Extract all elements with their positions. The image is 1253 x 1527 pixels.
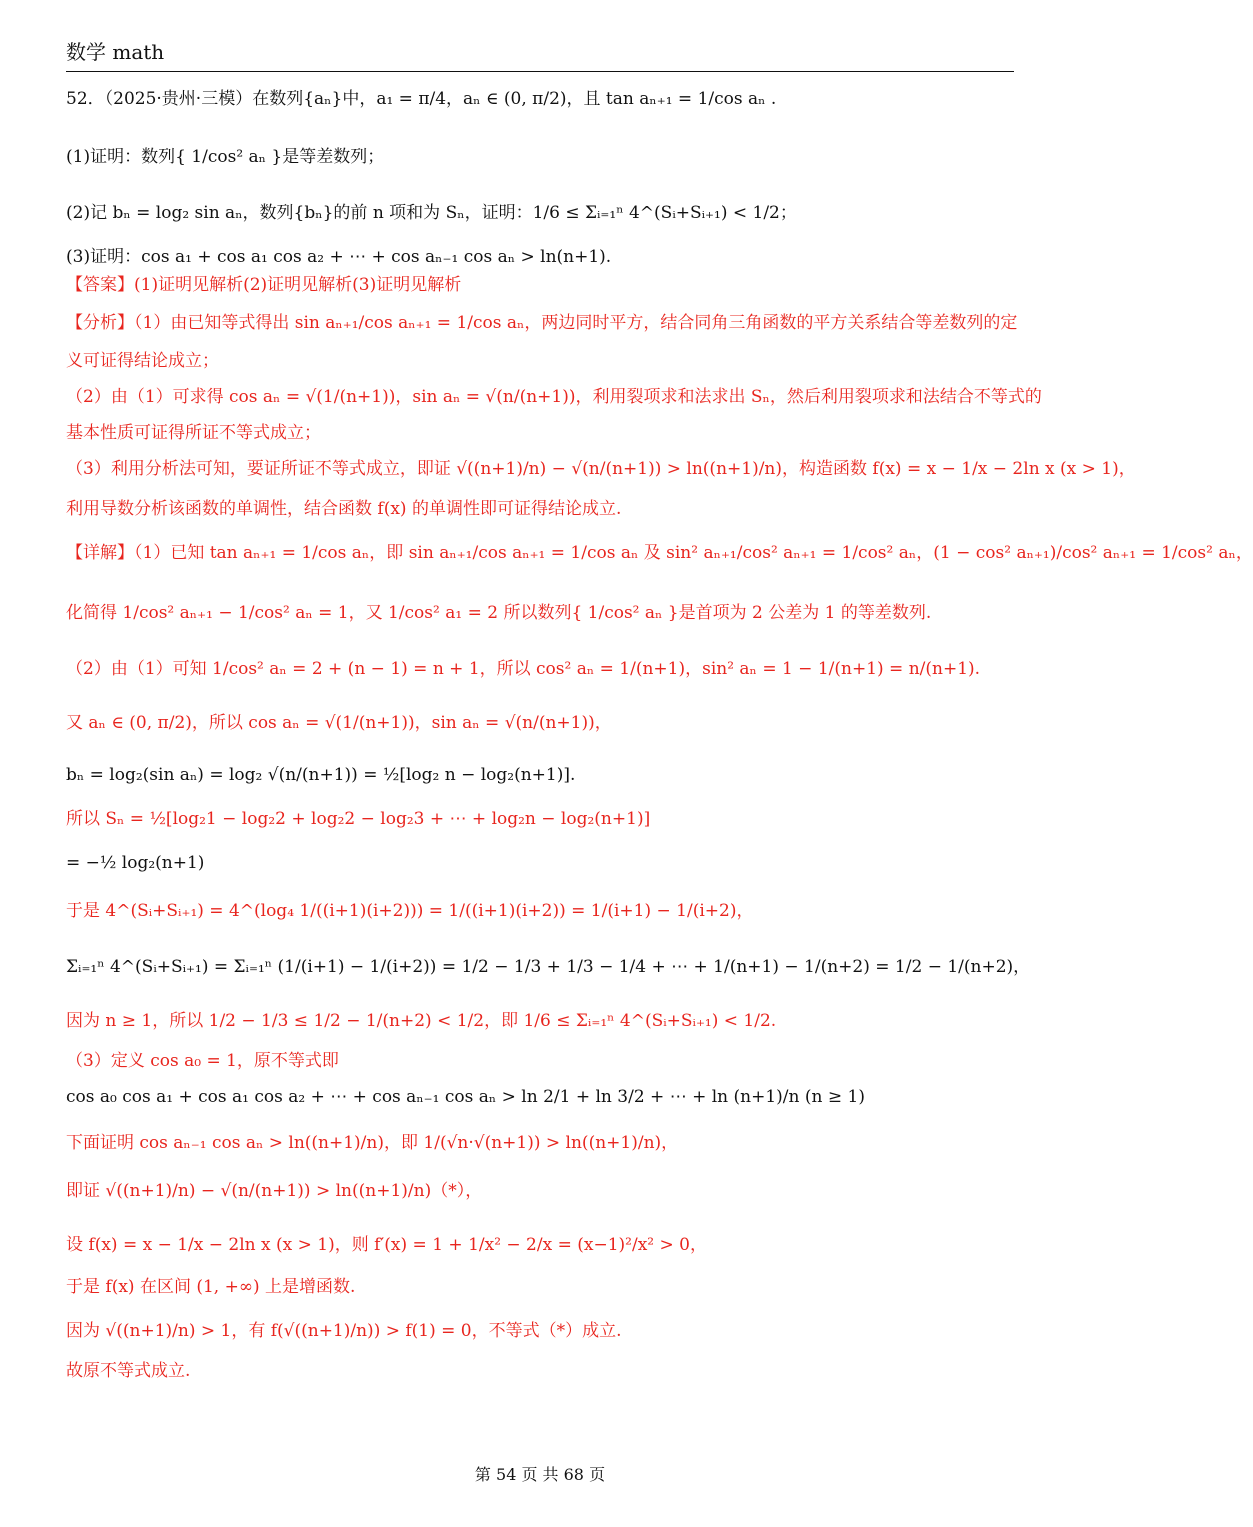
text-line: 因为 n ≥ 1，所以 1/2 − 1/3 ≤ 1/2 − 1/(n+2) < 1/2，即 1/6 ≤ Σᵢ₌₁ⁿ 4^(Sᵢ+Sᵢ₊₁) < 1/2. [66,1011,777,1031]
text-line: (2)记 bₙ = log₂ sin aₙ，数列{bₙ}的前 n 项和为 Sₙ，证明：1/6 ≤ Σᵢ₌₁ⁿ 4^(Sᵢ+Sᵢ₊₁) < 1/2； [66,203,797,223]
page-header [66,40,1014,72]
text-line: 化简得 1/cos² aₙ₊₁ − 1/cos² aₙ = 1，又 1/cos² a₁ = 2 所以数列{ 1/cos² aₙ }是首项为 2 公差为 1 的等差数列. [66,603,932,623]
text-line: 【答案】(1)证明见解析(2)证明见解析(3)证明见解析 [66,275,462,295]
text-line: cos a₀ cos a₁ + cos a₁ cos a₂ + ⋯ + cos aₙ₋₁ cos aₙ > ln 2/1 + ln 3/2 + ⋯ + ln (n+1)/n (n ≥ 1) [66,1087,865,1107]
text-line: 故原不等式成立. [66,1361,191,1381]
text-line: 【分析】（1）由已知等式得出 sin aₙ₊₁/cos aₙ₊₁ = 1/cos aₙ，两边同时平方，结合同角三角函数的平方关系结合等差数列的定 [66,313,1018,333]
header-title: 数学 math [66,40,165,64]
text-line: 于是 f(x) 在区间 (1, +∞) 上是增函数. [66,1277,356,1297]
text-line: 利用导数分析该函数的单调性，结合函数 f(x) 的单调性即可证得结论成立. [66,499,622,519]
text-line: （3）利用分析法可知，要证所证不等式成立，即证 √((n+1)/n) − √(n/(n+1)) > ln((n+1)/n)，构造函数 f(x) = x − 1/x − 2ln x (x > 1)， [66,459,1136,479]
text-line: 于是 4^(Sᵢ+Sᵢ₊₁) = 4^(log₄ 1/((i+1)(i+2))) = 1/((i+1)(i+2)) = 1/(i+1) − 1/(i+2)， [66,901,754,921]
text-line: 下面证明 cos aₙ₋₁ cos aₙ > ln((n+1)/n)，即 1/(√n·√(n+1)) > ln((n+1)/n)， [66,1133,679,1153]
text-line: (3)证明：cos a₁ + cos a₁ cos a₂ + ⋯ + cos aₙ₋₁ cos aₙ > ln(n+1). [66,247,612,267]
text-line: 【详解】（1）已知 tan aₙ₊₁ = 1/cos aₙ，即 sin aₙ₊₁/cos aₙ₊₁ = 1/cos aₙ 及 sin² aₙ₊₁/cos² aₙ₊₁ = 1/cos² aₙ，(1 − cos² aₙ₊₁)/cos² aₙ₊₁ = 1/cos² aₙ， [66,543,1253,563]
text-line: 所以 Sₙ = ½[log₂1 − log₂2 + log₂2 − log₂3 + ⋯ + log₂n − log₂(n+1)] [66,809,651,829]
text-line: Σᵢ₌₁ⁿ 4^(Sᵢ+Sᵢ₊₁) = Σᵢ₌₁ⁿ (1/(i+1) − 1/(i+2)) = 1/2 − 1/3 + 1/3 − 1/4 + ⋯ + 1/(n+1) − 1/(n+2) = 1/2 − 1/(n+2)， [66,957,1031,977]
text-line: bₙ = log₂(sin aₙ) = log₂ √(n/(n+1)) = ½[log₂ n − log₂(n+1)]. [66,765,576,785]
text-line: 设 f(x) = x − 1/x − 2ln x (x > 1)，则 f′(x) = 1 + 1/x² − 2/x = (x−1)²/x² > 0， [66,1235,707,1255]
text-line: 52．（2025·贵州·三模）在数列{aₙ}中，a₁ = π/4，aₙ ∈ (0, π/2)，且 tan aₙ₊₁ = 1/cos aₙ . [66,89,777,109]
text-line: 因为 √((n+1)/n) > 1，有 f(√((n+1)/n)) > f(1) = 0，不等式（*）成立. [66,1321,622,1341]
page-footer: 第 54 页 共 68 页 [474,1465,606,1484]
text-line: (1)证明：数列{ 1/cos² aₙ }是等差数列； [66,147,385,167]
text-line: 又 aₙ ∈ (0, π/2)，所以 cos aₙ = √(1/(n+1))，sin aₙ = √(n/(n+1))， [66,713,612,733]
text-line: 基本性质可证得所证不等式成立； [66,423,321,443]
text-line: （2）由（1）可求得 cos aₙ = √(1/(n+1))，sin aₙ = √(n/(n+1))，利用裂项求和法求出 Sₙ，然后利用裂项求和法结合不等式的 [66,387,1042,407]
text-line: （3）定义 cos a₀ = 1，原不等式即 [66,1051,339,1071]
text-line: （2）由（1）可知 1/cos² aₙ = 2 + (n − 1) = n + 1，所以 cos² aₙ = 1/(n+1)，sin² aₙ = 1 − 1/(n+1) = n/(n+1). [66,659,981,679]
text-line: 即证 √((n+1)/n) − √(n/(n+1)) > ln((n+1)/n)（*）， [66,1181,483,1201]
text-line: 义可证得结论成立； [66,351,219,371]
text-line: = −½ log₂(n+1) [66,853,205,873]
